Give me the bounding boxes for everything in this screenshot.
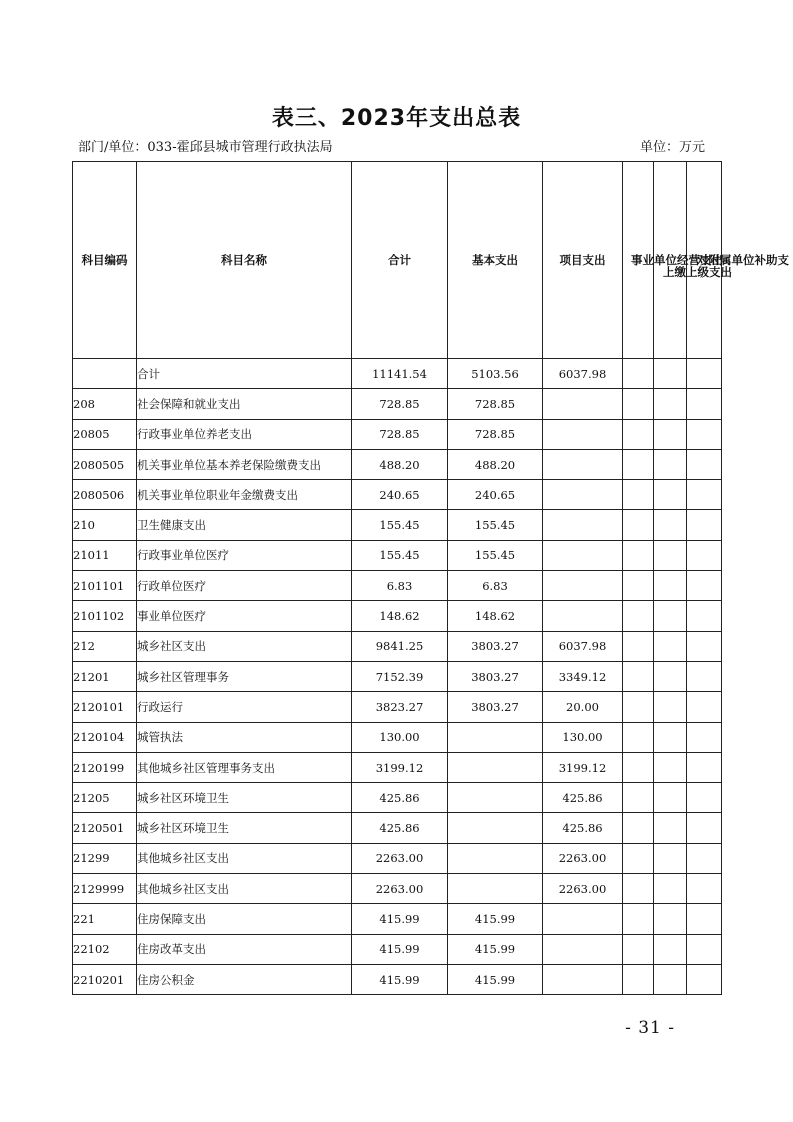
table-header-row: [73, 162, 722, 359]
name-cell: 事业单位医疗: [137, 601, 352, 631]
basic-cell: 5103.56: [448, 359, 543, 389]
basic-cell: 6.83: [448, 571, 543, 601]
upper-cell: [654, 722, 687, 752]
name-cell: 行政事业单位医疗: [137, 540, 352, 570]
project-cell: [543, 571, 623, 601]
code-cell: 21299: [73, 843, 137, 873]
name-cell: 城管执法: [137, 722, 352, 752]
business-cell: [623, 813, 654, 843]
table-row: [73, 480, 722, 510]
subsidy-cell: [687, 874, 722, 904]
upper-cell: [654, 389, 687, 419]
business-cell: [623, 661, 654, 691]
basic-cell: [448, 783, 543, 813]
name-cell: 城乡社区环境卫生: [137, 783, 352, 813]
basic-cell: [448, 813, 543, 843]
name-cell: 住房保障支出: [137, 904, 352, 934]
project-cell: [543, 449, 623, 479]
code-cell: 2080506: [73, 480, 137, 510]
upper-cell: [654, 904, 687, 934]
basic-cell: 3803.27: [448, 661, 543, 691]
subsidy-cell: [687, 510, 722, 540]
total-cell: 425.86: [352, 783, 448, 813]
upper-cell: [654, 359, 687, 389]
header-code: 科目编码: [73, 162, 137, 359]
upper-cell: [654, 964, 687, 994]
table-row: [73, 359, 722, 389]
total-cell: 9841.25: [352, 631, 448, 661]
page-number: - 31 -: [625, 1018, 675, 1038]
header-project: 项目支出: [543, 162, 623, 359]
project-cell: 20.00: [543, 692, 623, 722]
business-cell: [623, 601, 654, 631]
table-row: [73, 601, 722, 631]
subsidy-cell: [687, 964, 722, 994]
table-body: [73, 359, 722, 995]
page-title: 表三、2023年支出总表: [271, 106, 522, 131]
subsidy-cell: [687, 783, 722, 813]
code-cell: 20805: [73, 419, 137, 449]
business-cell: [623, 904, 654, 934]
table-row: [73, 964, 722, 994]
project-cell: 425.86: [543, 813, 623, 843]
basic-cell: 488.20: [448, 449, 543, 479]
basic-cell: [448, 874, 543, 904]
table-row: [73, 722, 722, 752]
subsidy-cell: [687, 752, 722, 782]
upper-cell: [654, 874, 687, 904]
upper-cell: [654, 813, 687, 843]
project-cell: [543, 540, 623, 570]
project-cell: [543, 964, 623, 994]
total-cell: 425.86: [352, 813, 448, 843]
subsidy-cell: [687, 601, 722, 631]
total-cell: 728.85: [352, 389, 448, 419]
department-label: 部门/单位：033-霍邱县城市管理行政执法局: [78, 140, 333, 155]
name-cell: 合计: [137, 359, 352, 389]
subsidy-cell: [687, 359, 722, 389]
basic-cell: [448, 752, 543, 782]
name-cell: 机关事业单位基本养老保险缴费支出: [137, 449, 352, 479]
total-cell: 130.00: [352, 722, 448, 752]
name-cell: 城乡社区支出: [137, 631, 352, 661]
upper-cell: [654, 510, 687, 540]
project-cell: 425.86: [543, 783, 623, 813]
code-cell: 2120101: [73, 692, 137, 722]
upper-cell: [654, 480, 687, 510]
project-cell: [543, 510, 623, 540]
business-cell: [623, 540, 654, 570]
table-row: [73, 934, 722, 964]
upper-cell: [654, 661, 687, 691]
header-total: 合计: [352, 162, 448, 359]
business-cell: [623, 389, 654, 419]
table-row: [73, 904, 722, 934]
total-cell: 3823.27: [352, 692, 448, 722]
project-cell: [543, 419, 623, 449]
table-row: [73, 692, 722, 722]
name-cell: 其他城乡社区支出: [137, 843, 352, 873]
name-cell: 城乡社区环境卫生: [137, 813, 352, 843]
table-row: [73, 540, 722, 570]
expenditure-table: [72, 161, 789, 995]
upper-cell: [654, 540, 687, 570]
basic-cell: 3803.27: [448, 692, 543, 722]
total-cell: 3199.12: [352, 752, 448, 782]
total-cell: 415.99: [352, 904, 448, 934]
subsidy-cell: [687, 631, 722, 661]
table-row: [73, 510, 722, 540]
header-upper-text: 上缴上级支出: [663, 265, 732, 279]
upper-cell: [654, 752, 687, 782]
code-cell: 21201: [73, 661, 137, 691]
name-cell: 其他城乡社区管理事务支出: [137, 752, 352, 782]
code-cell: 22102: [73, 934, 137, 964]
business-cell: [623, 783, 654, 813]
total-cell: 155.45: [352, 510, 448, 540]
code-cell: 210: [73, 510, 137, 540]
basic-cell: [448, 843, 543, 873]
project-cell: 3349.12: [543, 661, 623, 691]
name-cell: 卫生健康支出: [137, 510, 352, 540]
table-row: [73, 389, 722, 419]
basic-cell: 240.65: [448, 480, 543, 510]
table-row: [73, 661, 722, 691]
name-cell: 机关事业单位职业年金缴费支出: [137, 480, 352, 510]
total-cell: 148.62: [352, 601, 448, 631]
total-cell: 728.85: [352, 419, 448, 449]
project-cell: 3199.12: [543, 752, 623, 782]
basic-cell: 148.62: [448, 601, 543, 631]
table-row: [73, 783, 722, 813]
project-cell: 6037.98: [543, 359, 623, 389]
project-cell: 2263.00: [543, 843, 623, 873]
table-row: [73, 752, 722, 782]
basic-cell: 3803.27: [448, 631, 543, 661]
subsidy-cell: [687, 934, 722, 964]
code-cell: 2210201: [73, 964, 137, 994]
header-basic: 基本支出: [448, 162, 543, 359]
total-cell: 2263.00: [352, 874, 448, 904]
code-cell: 2120104: [73, 722, 137, 752]
upper-cell: [654, 692, 687, 722]
table-row: [73, 571, 722, 601]
business-cell: [623, 934, 654, 964]
header-name: 科目名称: [137, 162, 352, 359]
business-cell: [623, 571, 654, 601]
total-cell: 488.20: [352, 449, 448, 479]
project-cell: 130.00: [543, 722, 623, 752]
project-cell: [543, 480, 623, 510]
code-cell: 2129999: [73, 874, 137, 904]
name-cell: 住房公积金: [137, 964, 352, 994]
upper-cell: [654, 571, 687, 601]
total-cell: 11141.54: [352, 359, 448, 389]
business-cell: [623, 510, 654, 540]
table-row: [73, 631, 722, 661]
subsidy-cell: [687, 722, 722, 752]
subsidy-cell: [687, 449, 722, 479]
unit-label: 单位：万元: [639, 140, 705, 155]
business-cell: [623, 480, 654, 510]
upper-cell: [654, 843, 687, 873]
business-cell: [623, 752, 654, 782]
business-cell: [623, 722, 654, 752]
basic-cell: 728.85: [448, 389, 543, 419]
table-row: [73, 419, 722, 449]
project-cell: [543, 601, 623, 631]
code-cell: 2080505: [73, 449, 137, 479]
name-cell: 城乡社区管理事务: [137, 661, 352, 691]
total-cell: 155.45: [352, 540, 448, 570]
upper-cell: [654, 783, 687, 813]
total-cell: 2263.00: [352, 843, 448, 873]
total-cell: 415.99: [352, 934, 448, 964]
basic-cell: 155.45: [448, 540, 543, 570]
project-cell: [543, 934, 623, 964]
project-cell: 2263.00: [543, 874, 623, 904]
project-cell: [543, 389, 623, 419]
subsidy-cell: [687, 389, 722, 419]
code-cell: 208: [73, 389, 137, 419]
basic-cell: 728.85: [448, 419, 543, 449]
table-row: [73, 813, 722, 843]
business-cell: [623, 419, 654, 449]
project-cell: [543, 904, 623, 934]
code-cell: 2101102: [73, 601, 137, 631]
name-cell: 行政事业单位养老支出: [137, 419, 352, 449]
subsidy-cell: [687, 661, 722, 691]
code-cell: 21011: [73, 540, 137, 570]
basic-cell: [448, 722, 543, 752]
name-cell: 行政运行: [137, 692, 352, 722]
upper-cell: [654, 934, 687, 964]
code-cell: 2120199: [73, 752, 137, 782]
business-cell: [623, 843, 654, 873]
table-row: [73, 874, 722, 904]
code-cell: 221: [73, 904, 137, 934]
total-cell: 415.99: [352, 964, 448, 994]
header-business-text: 事业单位经营支出: [631, 253, 723, 267]
business-cell: [623, 631, 654, 661]
name-cell: 其他城乡社区支出: [137, 874, 352, 904]
total-cell: 240.65: [352, 480, 448, 510]
subsidy-cell: [687, 480, 722, 510]
business-cell: [623, 964, 654, 994]
basic-cell: 415.99: [448, 904, 543, 934]
code-cell: 212: [73, 631, 137, 661]
business-cell: [623, 449, 654, 479]
subsidy-cell: [687, 813, 722, 843]
total-cell: 7152.39: [352, 661, 448, 691]
name-cell: 社会保障和就业支出: [137, 389, 352, 419]
code-cell: 2120501: [73, 813, 137, 843]
code-cell: [73, 359, 137, 389]
table-row: [73, 843, 722, 873]
upper-cell: [654, 631, 687, 661]
business-cell: [623, 359, 654, 389]
basic-cell: 415.99: [448, 964, 543, 994]
subsidy-cell: [687, 571, 722, 601]
subsidy-cell: [687, 419, 722, 449]
upper-cell: [654, 601, 687, 631]
business-cell: [623, 874, 654, 904]
code-cell: 21205: [73, 783, 137, 813]
subsidy-cell: [687, 540, 722, 570]
name-cell: 行政单位医疗: [137, 571, 352, 601]
basic-cell: 155.45: [448, 510, 543, 540]
basic-cell: 415.99: [448, 934, 543, 964]
code-cell: 2101101: [73, 571, 137, 601]
project-cell: 6037.98: [543, 631, 623, 661]
upper-cell: [654, 449, 687, 479]
name-cell: 住房改革支出: [137, 934, 352, 964]
subsidy-cell: [687, 843, 722, 873]
subsidy-cell: [687, 692, 722, 722]
total-cell: 6.83: [352, 571, 448, 601]
business-cell: [623, 692, 654, 722]
header-subsidy-text: 对附属单位补助支: [697, 253, 789, 267]
table-row: [73, 449, 722, 479]
upper-cell: [654, 419, 687, 449]
subsidy-cell: [687, 904, 722, 934]
